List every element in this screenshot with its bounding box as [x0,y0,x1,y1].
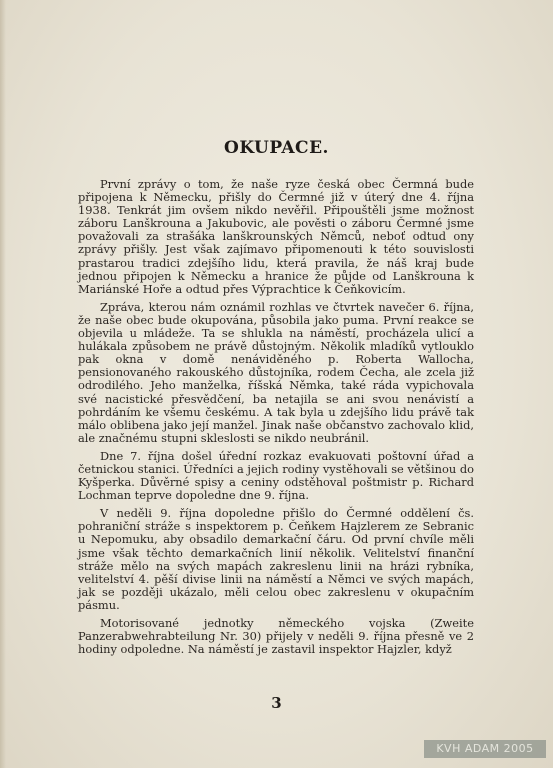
paragraph-2: Zpráva, kterou nám oznámil rozhlas ve čtvrtek navečer 6. října, že naše obec bude okupována, působila jako puma. První reakce se objevila u mládeže. Ta se shlukla na náměstí, procházela ulicí a hulákala způsobem ne právě důstojným. Několik mladíků vytlouklo pak okna v domě nenáviděného p. Roberta Wallocha, pensionovaného rakouského důstojníka, rodem Čecha, ale zcela již odrodilého. Jeho manželka, říšská Němka, také ráda vypichovala své nacistické přesvědčení, ba netajila se ani svou nenávistí a pohrdáním ke všemu českému. A tak byla u zdejšího lidu právě tak málo oblibena jako její manžel. Jinak naše občanstvo zachovalo klid, ale značnému stupni skleslosti se nikdo neubránil. [78,299,474,445]
page-title: OKUPACE. [224,138,329,158]
page-number: 3 [271,694,282,712]
paragraph-1: První zprávy o tom, že naše ryze česká obec Čermná bude připojena k Německu, přišly do Čermné již v úterý dne 4. října 1938. Tenkrát jim ovšem nikdo nevěřil. Připouštěli jsme možnost záboru Lanškrouna a Jakubovic, ale pověsti o záboru Čermné jsme považovali za strašáka lanškrounských Němců, neboť odtud ony zprávy přišly. Jest však zajímavo připomenouti k této souvislosti prastarou tradici zdejšího lidu, která pravila, že náš kraj bude jednou připojen k Německu a hranice že půjde od Lanškrouna k Mariánské Hoře a odtud přes Výprachtice k Čeňkovicím. [78,177,474,296]
watermark-stamp: KVH ADAM 2005 [424,740,546,758]
body-text [78,178,474,661]
paragraph-5: Motorisované jednotky německého vojska (Zweite Panzerabwehrabteilung Nr. 30) přijely v neděli 9. října přesně ve 2 hodiny odpoledne. Na náměstí je zastavil inspektor Hajzler, když [78,616,474,657]
paragraph-4: V neděli 9. října dopoledne přišlo do Čermné oddělení čs. pohraniční stráže s inspektorem p. Čeňkem Hajzlerem ze Sebranic u Nepomuku, aby obsadilo demarkační čáru. Od první chvíle měli jsme však těchto demarkačních linií několik. Velitelství finanční stráže mělo na svých mapách zakreslenu linii na hrázi rybníka, velitelství 4. pěší divise linii na náměstí a Němci ve svých mapách, jak se později ukázalo, měli celou obec zakreslenu v okupačním pásmu. [78,506,474,612]
paragraph-3: Dne 7. října došel úřední rozkaz evakuovati poštovní úřad a četnickou stanici. Úředníci a jejich rodiny vystěhovali se většinou do Kyšperka. Důvěrné spisy a ceniny odstěhoval poštmistr p. Richard Lochman teprve dopoledne dne 9. října. [78,448,474,503]
